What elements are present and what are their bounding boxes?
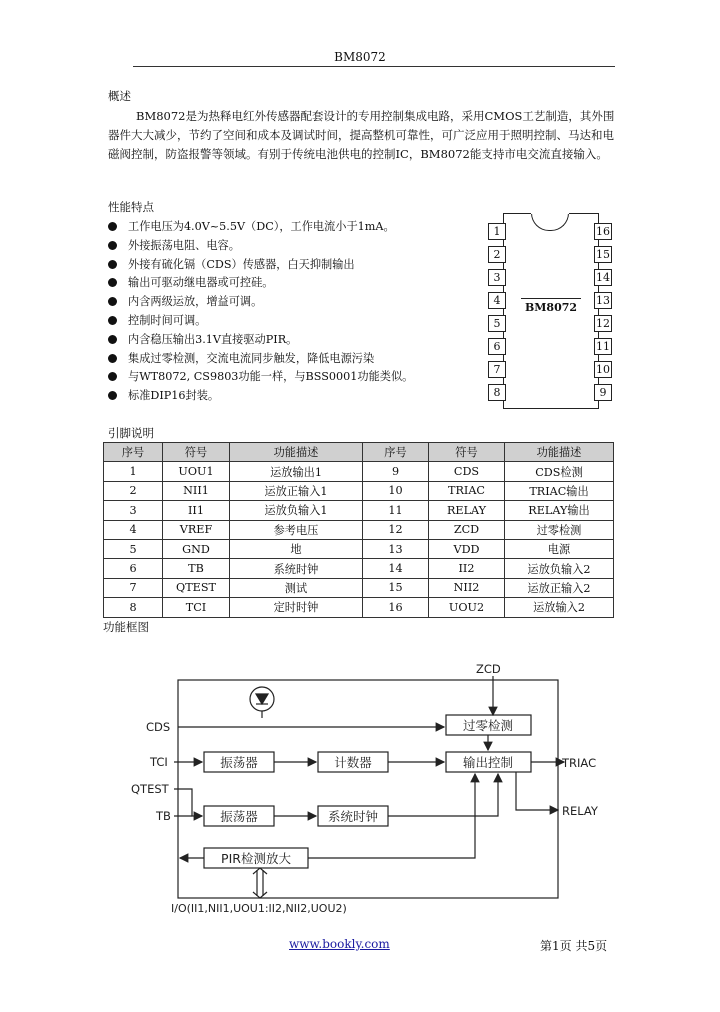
table-cell: 电源 [505, 539, 614, 558]
footer-page-number: 第1页 共5页 [540, 939, 608, 953]
table-row [104, 578, 614, 597]
bullet-icon [108, 241, 117, 250]
pin-left-6: 6 [488, 338, 506, 355]
footer-link[interactable]: www.bookly.com [289, 937, 390, 951]
features-list [108, 218, 413, 406]
pin-right-16: 16 [596, 225, 610, 238]
block-output-control: 输出控制 [462, 755, 514, 770]
table-cell: 1 [104, 462, 163, 481]
label-tb: TB [156, 809, 171, 823]
col-header: 符号 [429, 443, 505, 462]
block-system-clock: 系统时钟 [327, 809, 379, 824]
table-cell: 15 [363, 578, 429, 597]
col-header: 序号 [363, 443, 429, 462]
table-cell: 运放正输入1 [230, 481, 363, 500]
table-row [104, 559, 614, 578]
feature-item: 与WT8072, CS9803功能一样，与BSS0001功能类似。 [108, 368, 413, 387]
bullet-icon [108, 335, 117, 344]
table-header-row [104, 443, 614, 462]
label-io: I/O(II1,NII1,UOU1:II2,NII2,UOU2) [171, 902, 347, 915]
table-cell: 运放正输入2 [505, 578, 614, 597]
table-cell: VREF [163, 520, 230, 539]
pin-left-8: 8 [488, 384, 506, 401]
col-header: 序号 [104, 443, 163, 462]
pin-right-10: 10 [596, 363, 610, 376]
table-cell: 12 [363, 520, 429, 539]
table-cell: NII2 [429, 578, 505, 597]
table-row [104, 598, 614, 617]
col-header: 功能描述 [230, 443, 363, 462]
bullet-icon [108, 354, 117, 363]
table-cell: II2 [429, 559, 505, 578]
feature-item: 集成过零检测，交流电流同步触发，降低电源污染 [108, 350, 413, 369]
pin-right-12: 12 [596, 317, 610, 330]
pin-left-5: 5 [488, 315, 506, 332]
chip-notch-mask [531, 206, 569, 214]
table-cell: 8 [104, 598, 163, 617]
table-cell: 4 [104, 520, 163, 539]
table-cell: TB [163, 559, 230, 578]
block-diagram [130, 660, 610, 920]
bullet-icon [108, 278, 117, 287]
table-cell: 9 [363, 462, 429, 481]
feature-item: 外接有硫化镉（CDS）传感器，白天抑制输出 [108, 256, 413, 275]
chip-label: BM8072 [521, 298, 581, 314]
pin-right-14: 14 [596, 271, 610, 284]
table-row [104, 539, 614, 558]
table-cell: UOU1 [163, 462, 230, 481]
table-cell: 运放输入2 [505, 598, 614, 617]
table-cell: CDS [429, 462, 505, 481]
feature-item: 内含稳压输出3.1V直接驱动PIR。 [108, 331, 413, 350]
table-row [104, 481, 614, 500]
table-cell: ZCD [429, 520, 505, 539]
table-cell: 参考电压 [230, 520, 363, 539]
label-relay: RELAY [562, 804, 598, 818]
feature-item: 内含两级运放，增益可调。 [108, 293, 413, 312]
label-qtest: QTEST [131, 782, 169, 796]
block-pir-amp: PIR检测放大 [221, 851, 291, 866]
bullet-icon [108, 316, 117, 325]
feature-item: 控制时间可调。 [108, 312, 413, 331]
table-cell: 6 [104, 559, 163, 578]
pin-left-1: 1 [488, 223, 506, 240]
table-row [104, 462, 614, 481]
table-cell: 地 [230, 539, 363, 558]
table-cell: NII1 [163, 481, 230, 500]
table-cell: 11 [363, 501, 429, 520]
pin-right-11: 11 [596, 340, 610, 353]
table-cell: UOU2 [429, 598, 505, 617]
table-cell: QTEST [163, 578, 230, 597]
block-diagram-caption: 功能框图 [103, 620, 149, 634]
bullet-icon [108, 260, 117, 269]
pin-table [103, 442, 614, 618]
bullet-icon [108, 391, 117, 400]
table-cell: CDS检测 [505, 462, 614, 481]
block-counter: 计数器 [334, 755, 372, 770]
col-header: 功能描述 [505, 443, 614, 462]
label-cds: CDS [146, 720, 171, 734]
table-cell: 3 [104, 501, 163, 520]
label-triac: TRIAC [562, 756, 597, 770]
table-cell: 13 [363, 539, 429, 558]
feature-item: 外接振荡电阻、电容。 [108, 237, 413, 256]
overview-text: BM8072是为热释电红外传感器配套设计的专用控制集成电路，采用CMOS工艺制造，其外围器件大大减少，节约了空间和成本及调试时间，提高整机可靠性，可广泛应用于照明控制、马达和电磁阀控制，防盗报警等领域。有别于传统电池供电的控制IC，BM8072能支持市电交流直接输入。 [108, 109, 615, 161]
table-cell: 过零检测 [505, 520, 614, 539]
overview-heading: 概述 [108, 89, 131, 103]
table-cell: 运放输出1 [230, 462, 363, 481]
col-header: 符号 [163, 443, 230, 462]
table-cell: 16 [363, 598, 429, 617]
pin-left-2: 2 [488, 246, 506, 263]
block-oscillator-1: 振荡器 [220, 755, 258, 770]
pin-right-15: 15 [596, 248, 610, 261]
feature-item: 标准DIP16封装。 [108, 387, 413, 406]
table-cell: 14 [363, 559, 429, 578]
table-cell: TRIAC [429, 481, 505, 500]
features-heading: 性能特点 [108, 200, 154, 214]
pin-left-4: 4 [488, 292, 506, 309]
table-cell: 系统时钟 [230, 559, 363, 578]
feature-item: 工作电压为4.0V~5.5V（DC），工作电流小于1mA。 [108, 218, 413, 237]
table-cell: 定时时钟 [230, 598, 363, 617]
table-cell: VDD [429, 539, 505, 558]
pin-right-9: 9 [594, 384, 612, 401]
label-tci: TCI [150, 755, 168, 769]
table-cell: TRIAC输出 [505, 481, 614, 500]
table-cell: 测试 [230, 578, 363, 597]
label-zcd: ZCD [476, 662, 501, 676]
table-cell: 7 [104, 578, 163, 597]
table-row [104, 520, 614, 539]
pin-left-3: 3 [488, 269, 506, 286]
table-cell: RELAY [429, 501, 505, 520]
pin-right-13: 13 [596, 294, 610, 307]
table-cell: II1 [163, 501, 230, 520]
table-cell: TCI [163, 598, 230, 617]
table-cell: RELAY输出 [505, 501, 614, 520]
table-cell: 运放负输入1 [230, 501, 363, 520]
table-cell: 运放负输入2 [505, 559, 614, 578]
pin-table-caption: 引脚说明 [108, 426, 154, 440]
bullet-icon [108, 297, 117, 306]
table-cell: 10 [363, 481, 429, 500]
feature-item: 输出可驱动继电器或可控硅。 [108, 274, 413, 293]
bullet-icon [108, 372, 117, 381]
pin-left-7: 7 [488, 361, 506, 378]
bullet-icon [108, 222, 117, 231]
header-title: BM8072 [334, 50, 386, 64]
table-row [104, 501, 614, 520]
table-cell: 2 [104, 481, 163, 500]
table-cell: GND [163, 539, 230, 558]
block-oscillator-2: 振荡器 [220, 809, 258, 824]
block-zero-detect: 过零检测 [462, 718, 514, 733]
header-rule [133, 66, 615, 67]
table-cell: 5 [104, 539, 163, 558]
